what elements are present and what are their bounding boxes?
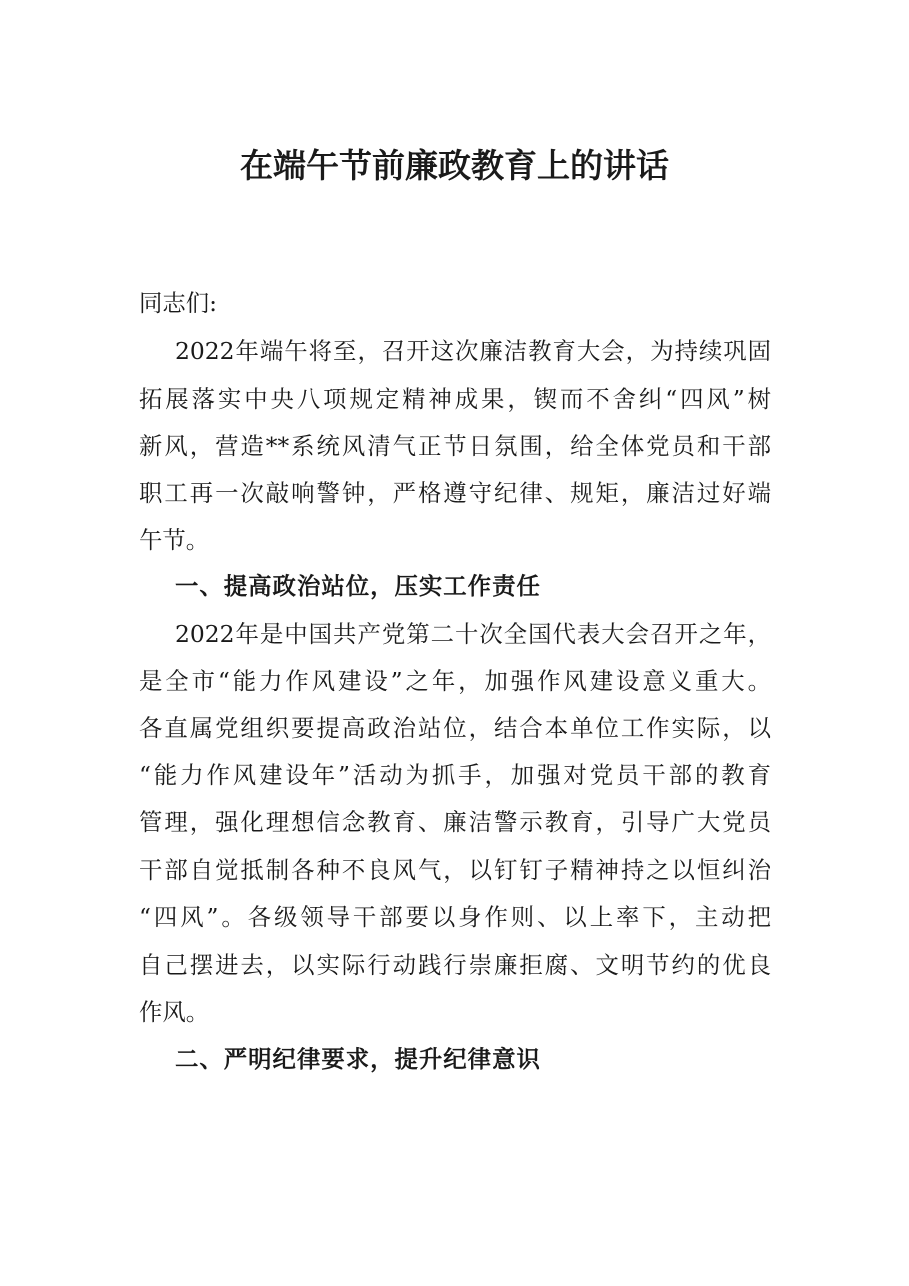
page-title: 在端午节前廉政教育上的讲话 xyxy=(240,146,669,185)
paragraph-line: 2022年是中国共产党第二十次全国代表大会召开之年， xyxy=(175,620,771,648)
paragraph-line: 新风，营造**系统风清气正节日氛围，给全体党员和干部 xyxy=(139,432,771,460)
paragraph-line: 拓展落实中央八项规定精神成果，锲而不舍纠“四风”树 xyxy=(139,385,771,413)
section-heading: 二、严明纪律要求，提升纪律意识 xyxy=(175,1045,541,1073)
section-heading: 一、提高政治站位，压实工作责任 xyxy=(175,572,541,600)
paragraph-line: 各直属党组织要提高政治站位，结合本单位工作实际，以 xyxy=(139,714,771,742)
salutation: 同志们: xyxy=(139,289,218,317)
paragraph-line: “四风”。各级领导干部要以身作则、以上率下，主动把 xyxy=(139,903,771,931)
paragraph-line: 自己摆进去，以实际行动践行崇廉拒腐、文明节约的优良 xyxy=(139,951,771,979)
paragraph-line: 作风。 xyxy=(139,998,210,1026)
paragraph-line: 是全市“能力作风建设”之年，加强作风建设意义重大。 xyxy=(139,667,771,695)
paragraph-line: 干部自觉抵制各种不良风气，以钉钉子精神持之以恒纠治 xyxy=(139,856,771,884)
paragraph-line: 2022年端午将至，召开这次廉洁教育大会，为持续巩固 xyxy=(175,337,771,365)
paragraph-line: 午节。 xyxy=(139,526,210,554)
paragraph-line: 管理，强化理想信念教育、廉洁警示教育，引导广大党员 xyxy=(139,808,771,836)
paragraph-line: “能力作风建设年”活动为抓手，加强对党员干部的教育 xyxy=(139,761,771,789)
paragraph-line: 职工再一次敲响警钟，严格遵守纪律、规矩，廉洁过好端 xyxy=(139,479,771,507)
